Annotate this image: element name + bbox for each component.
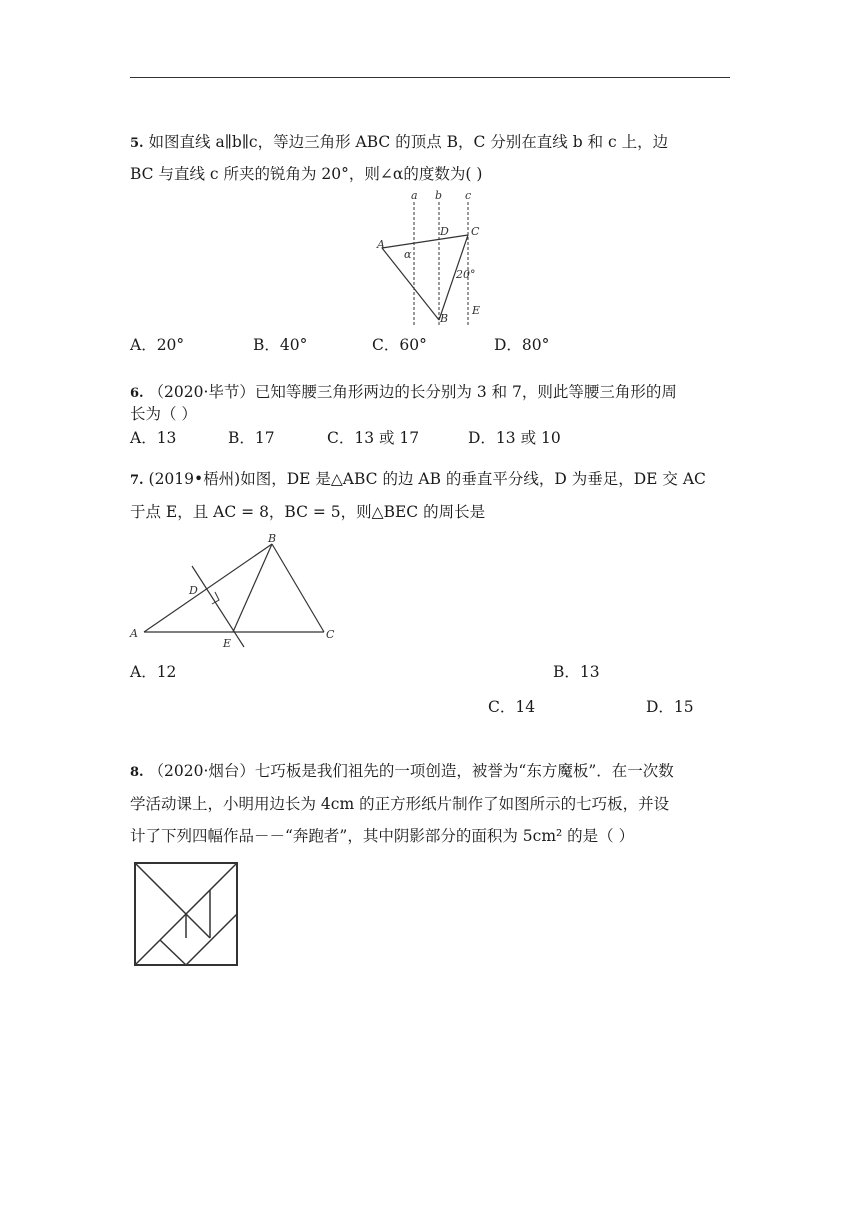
q5-label-a: a bbox=[411, 189, 418, 202]
q5-label-E: E bbox=[472, 304, 481, 317]
q8-tangram-figure bbox=[134, 862, 238, 966]
q5-option-d[interactable]: D．80° bbox=[494, 336, 550, 354]
q7-label-B: B bbox=[268, 532, 277, 545]
q6-text1: （2020·毕节）已知等腰三角形两边的长分别为 3 和 7，则此等腰三角形的周 bbox=[148, 383, 677, 401]
q6-option-b[interactable]: B．17 bbox=[228, 429, 275, 447]
q5-line1 bbox=[130, 132, 668, 154]
q5-label-b: b bbox=[435, 189, 443, 202]
q5-label-c: c bbox=[465, 189, 472, 202]
q6-option-a[interactable]: A．13 bbox=[130, 429, 177, 447]
q5-label-D: D bbox=[440, 225, 449, 238]
q6-line1 bbox=[130, 382, 677, 404]
q6-option-d[interactable]: D．13 或 10 bbox=[468, 429, 561, 447]
q7-label-E: E bbox=[223, 637, 232, 650]
q8-number: 8. bbox=[130, 765, 144, 780]
q5-option-a[interactable]: A．20° bbox=[130, 336, 185, 354]
q8-text1: （2020·烟台）七巧板是我们祖先的一项创造，被誉为“东方魔板”．在一次数 bbox=[148, 762, 674, 780]
q7-option-a[interactable]: A．12 bbox=[130, 663, 177, 681]
q7-option-b[interactable]: B．13 bbox=[553, 663, 600, 681]
q6-number: 6. bbox=[130, 386, 144, 401]
q8-line2: 学活动课上，小明用边长为 4cm 的正方形纸片制作了如图所示的七巧板，并设 bbox=[130, 795, 670, 813]
q5-line2: BC 与直线 c 所夹的锐角为 20°，则∠α的度数为( ) bbox=[130, 165, 483, 183]
q7-text1: (2019•梧州)如图，DE 是△ABC 的边 AB 的垂直平分线，D 为垂足，DE 交 AC bbox=[148, 470, 706, 488]
q8-line3: 计了下列四幅作品－－“奔跑者”，其中阴影部分的面积为 5cm² 的是（ ） bbox=[130, 827, 635, 845]
q7-line2: 于点 E，且 AC = 8，BC = 5，则△BEC 的周长是 bbox=[130, 503, 486, 521]
q5-label-angle: 20° bbox=[456, 268, 476, 281]
q5-option-c[interactable]: C．60° bbox=[372, 336, 427, 354]
q7-number: 7. bbox=[130, 473, 144, 488]
q5-figure bbox=[370, 188, 490, 330]
q7-label-D: D bbox=[189, 584, 198, 597]
q6-line2: 长为（ ） bbox=[130, 405, 197, 423]
q7-label-A: A bbox=[130, 627, 138, 640]
q8-line1 bbox=[130, 761, 674, 783]
q5-label-C: C bbox=[471, 225, 480, 238]
q5-label-A: A bbox=[377, 238, 385, 251]
q5-text1: 如图直线 a∥b∥c，等边三角形 ABC 的顶点 B，C 分别在直线 b 和 c 上，边 bbox=[148, 133, 669, 151]
q5-label-alpha: α bbox=[404, 248, 412, 261]
q5-option-b[interactable]: B．40° bbox=[253, 336, 308, 354]
q7-option-d[interactable]: D．15 bbox=[646, 698, 694, 716]
q7-option-c[interactable]: C．14 bbox=[488, 698, 536, 716]
q7-label-C: C bbox=[326, 628, 335, 641]
q6-option-c[interactable]: C．13 或 17 bbox=[327, 429, 420, 447]
q5-number: 5. bbox=[130, 136, 144, 151]
q5-label-B: B bbox=[440, 312, 449, 325]
q7-line1 bbox=[130, 469, 706, 491]
header-rule bbox=[130, 77, 730, 78]
q7-figure bbox=[126, 530, 346, 652]
